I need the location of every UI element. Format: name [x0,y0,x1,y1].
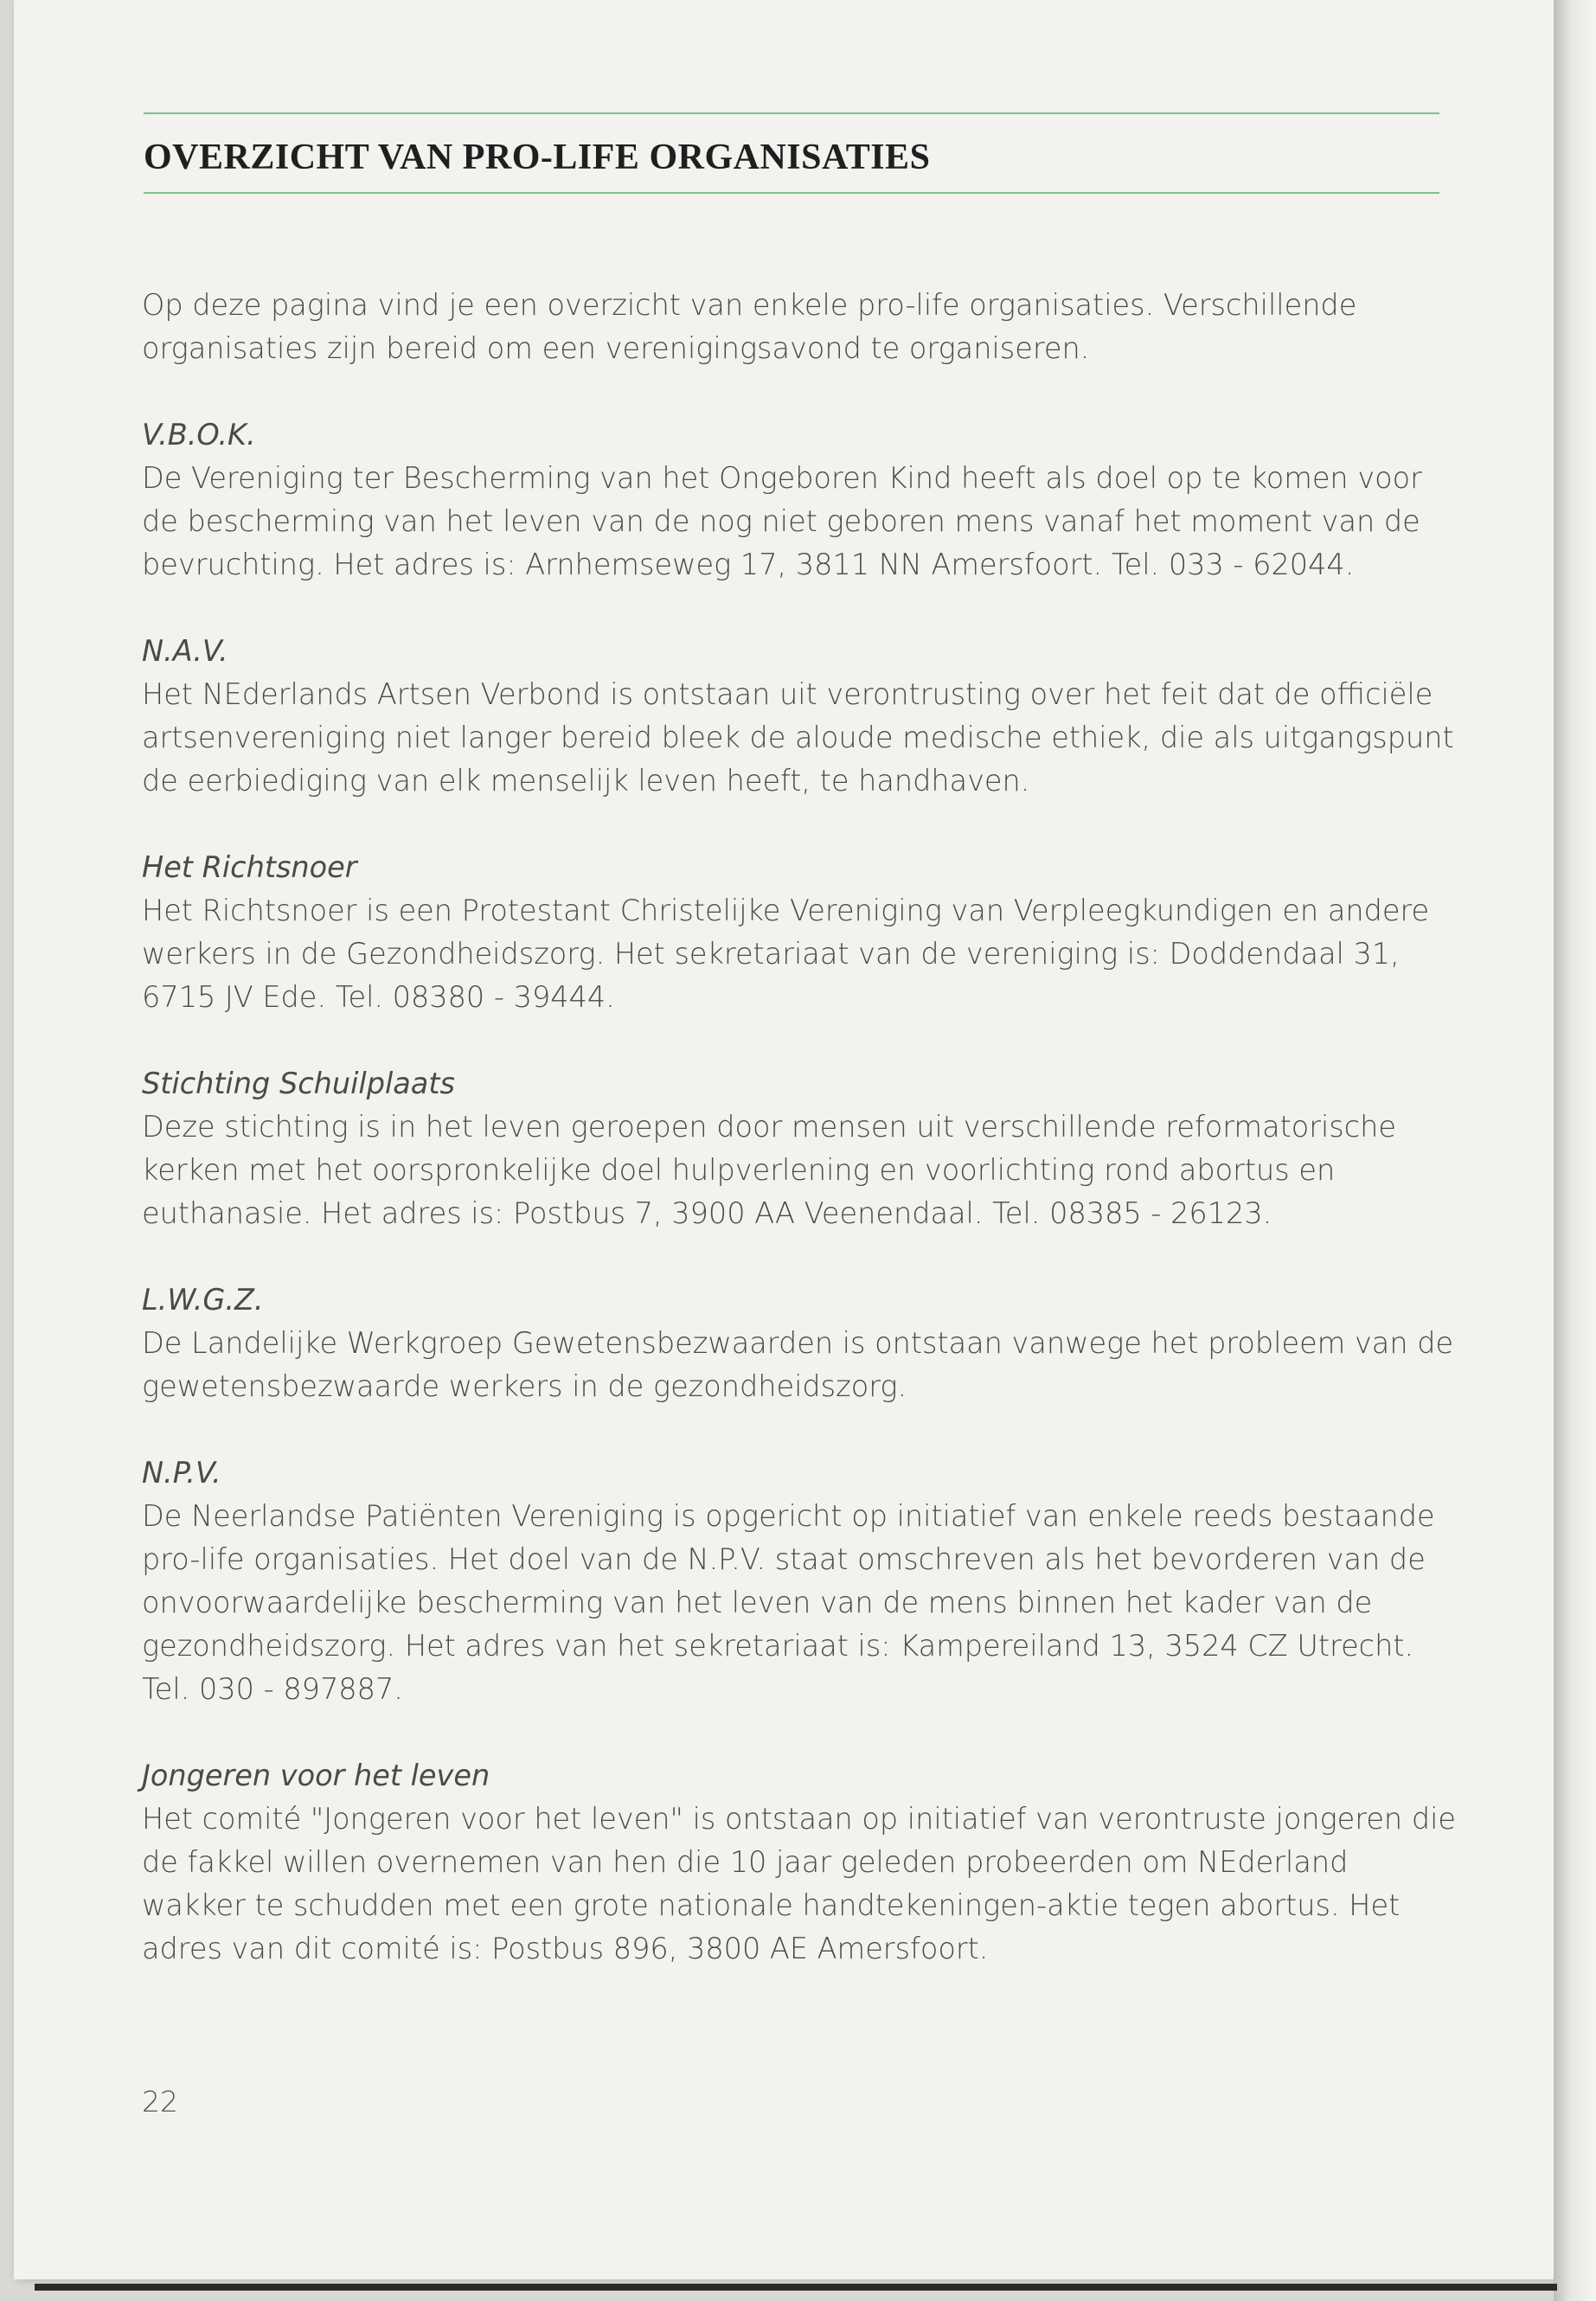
org-name: N.A.V. [142,634,228,668]
page-number: 22 [142,2085,178,2118]
org-entry-jongeren [142,1754,1457,1971]
org-entry-richtsnoer [142,846,1457,1019]
org-entry-npv [142,1452,1457,1711]
document-page [14,0,1554,2279]
org-description: De Neerlandse Patiënten Vereniging is opgericht op initiatief van enkele reeds bestaande pro-life organisaties. Het doel van de N.P.V. staat omschreven als het bevorderen van de onvoorwaardelijke bescherming van het leven van de mens binnen het kader van de gezondheidszorg. Het adres van het sekretariaat is: Kampereiland 13, 3524 CZ Utrecht. Tel. 030 - 897887. [142,1499,1435,1706]
org-name: Stichting Schuilplaats [142,1067,455,1100]
org-description: Het Richtsnoer is een Protestant Christelijke Vereniging van Verpleegkundigen en andere werkers in de Gezondheidszorg. Het sekretariaat van de vereniging is: Doddendaal 31, 6715 JV Ede. Tel. 08380 - 39444. [142,894,1430,1014]
page-bottom-edge [35,2284,1557,2291]
org-name: N.P.V. [142,1456,221,1490]
title-rule-top [144,112,1439,114]
page-edge-shadow [1554,0,1596,2301]
org-description: Het comité "Jongeren voor het leven" is ontstaan op initiatief van verontruste jongeren die de fakkel willen overnemen van hen die 10 jaar geleden probeerden om NEderland wakker te schudden met een grote nationale handtekeningen-aktie tegen abortus. Het adres van dit comité is: Postbus 896, 3800 AE Amersfoort. [142,1802,1456,1965]
org-entry-nav [142,630,1457,803]
org-description: De Landelijke Werkgroep Gewetensbezwaarden is ontstaan vanwege het probleem van de gewetensbezwaarde werkers in de gezondheidszorg. [142,1326,1454,1403]
title-rule-bottom [144,192,1439,194]
intro-paragraph: Op deze pagina vind je een overzicht van enkele pro-life organisaties. Verschillende organisaties zijn bereid om een verenigingsavond te organiseren. [142,288,1357,365]
org-name: Het Richtsnoer [142,850,357,884]
org-entry-vbok [142,413,1457,586]
org-description: Het NEderlands Artsen Verbond is ontstaan uit verontrusting over het feit dat de officiële artsenvereniging niet langer bereid bleek de aloude medische ethiek, die als uitgangspunt de eerbiediging van elk menselijk leven heeft, te handhaven. [142,677,1454,798]
org-name: L.W.G.Z. [142,1283,264,1317]
page-title: OVERZICHT VAN PRO-LIFE ORGANISATIES [144,138,931,177]
org-entry-lwgz [142,1279,1457,1408]
page-content [142,284,1457,2014]
org-name: Jongeren voor het leven [142,1759,490,1792]
org-entry-schuilplaats [142,1062,1457,1235]
org-name: V.B.O.K. [142,418,256,452]
org-description: De Vereniging ter Bescherming van het Ongeboren Kind heeft als doel op te komen voor de bescherming van het leven van de nog niet geboren mens vanaf het moment van de bevruchting. Het adres is: Arnhemseweg 17, 3811 NN Amersfoort. Tel. 033 - 62044. [142,461,1422,581]
org-description: Deze stichting is in het leven geroepen door mensen uit verschillende reformatorische kerken met het oorspronkelijke doel hulpverlening en voorlichting rond abortus en euthanasie. Het adres is: Postbus 7, 3900 AA Veenendaal. Tel. 08385 - 26123. [142,1110,1397,1230]
